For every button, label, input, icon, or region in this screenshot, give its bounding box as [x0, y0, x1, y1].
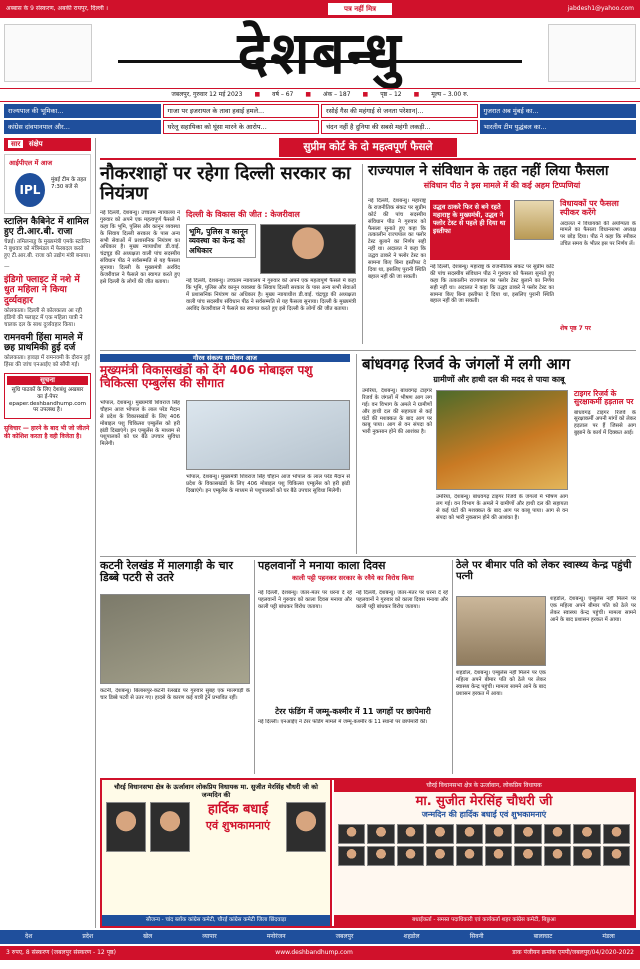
- notice-title: सूचना: [7, 376, 88, 385]
- story-guards-strike: [574, 390, 636, 538]
- teaser-group: [321, 104, 478, 134]
- footer-nav-item[interactable]: देश: [25, 933, 33, 941]
- advertisement-area: [100, 778, 636, 928]
- ad-photo: [514, 846, 541, 866]
- headline[interactable]: विधायकों पर फैसला स्पीकर करेंगे: [560, 199, 619, 217]
- story-body: नई दिल्ली, देशबन्धु। उच्चतम न्यायालय ने गुरुवार को अपने एक महत्वपूर्ण फैसले में कहा कि भूमि, पुलिस और कानून व्यवस्था के सिवाय दिल्ली सरकार के पास अन्य सभी सेवाओं में प्रशासनिक नियंत्रण का अधिकार है। मुख्य न्यायाधीश डी.वाई. चंद्रचूड़ की अध्यक्षता वाली पांच सदस्यीय संविधान पीठ ने सर्वसम्मति से यह फैसला सुनाया। दिल्ली के मुख्यमंत्री अरविंद केजरीवाल ने फैसले का स्वागत करते हुए इसे दिल्ली के लोगों की जीत बताया।: [100, 210, 180, 285]
- story-train: [100, 560, 250, 584]
- dateline: जबलपुर, गुरुवार 12 मई 2023 ■ वर्ष – 67 ■ अंक – 187 ■ पृष्ठ – 12 ■ मूल्य – 3.00 रु.: [0, 88, 640, 102]
- footer-nav-item[interactable]: मंडला: [602, 933, 615, 941]
- divider: [100, 556, 636, 557]
- footer-nav-item[interactable]: मनोरंजन: [266, 933, 286, 941]
- forest-fire-photo: [436, 390, 568, 490]
- ad-photo: [106, 802, 146, 852]
- story-body: अदालत ने विधायकों की अयोग्यता के मामले का फैसला विधानसभा अध्यक्ष पर छोड़ दिया। पीठ ने कहा कि स्पीकर उचित समय के भीतर इस पर निर्णय लें।: [560, 220, 636, 248]
- ad-photo: [456, 846, 483, 866]
- story-body: बांधवगढ़ टाइगर रिजर्व के सुरक्षाकर्मी अपनी मांगों को लेकर हड़ताल पर हैं जिससे आग बुझाने के कार्य में दिक्कत आई।: [574, 409, 636, 437]
- ad-photo: [426, 824, 453, 844]
- footer-nav-item[interactable]: जबलपुर: [335, 933, 354, 941]
- ad-greeting: जन्मदिन की हार्दिक बधाई एवं शुभकामनाएं: [421, 809, 547, 819]
- divider: [254, 560, 255, 774]
- contact-email[interactable]: jabdesh1@yahoo.com: [567, 5, 634, 13]
- ad-photo: [286, 802, 326, 852]
- date: जबलपुर, गुरुवार 12 मई 2023: [171, 91, 243, 99]
- court-emblem-photo: [514, 200, 554, 240]
- footer-registration: डाक पंजीयन क्रमांक एमपी/जबलपुर/04/2020-2022: [512, 949, 634, 957]
- story-body: भोपाल, देशबन्धु। मुख्यमंत्री शिवराज सिंह चौहान आज भोपाल के लाल परेड मैदान से प्रदेश के विकासखंडों के लिए 406 मोबाइल पशु चिकित्सा एम्बुलेंस को हरी झंडी दिखाएंगे। इन एम्बुलेंस के माध्यम से पशुपालकों को घर बैठे उपचार सुविधा मिलेगी।: [100, 400, 180, 448]
- ad-photo: [456, 824, 483, 844]
- story-body: नई दिल्ली, देशबन्धु। जंतर-मंतर पर धरना दे रहे पहलवानों ने गुरुवार को काला दिवस मनाया और काली पट्टी बांधकर विरोध जताया।: [258, 590, 352, 610]
- teaser-item[interactable]: घरेलू सहायिका को घूंसा मारने के आरोप...: [163, 120, 320, 134]
- callout-box: भूमि, पुलिस व कानून व्यवस्था का केन्द्र को अधिकार: [186, 224, 256, 258]
- ad-photo: [485, 824, 512, 844]
- ad-greeting: एवं शुभकामनाएं: [205, 818, 271, 832]
- issue: अंक – 187: [323, 91, 351, 99]
- footer-nav-item[interactable]: बालाघाट: [533, 933, 553, 941]
- ad-right[interactable]: [334, 780, 634, 926]
- story-body: शहडोल, देशबन्धु। एम्बुलेंस नहीं मिलने पर एक महिला अपने बीमार पति को ठेले पर लेकर स्वास्थ्य केन्द्र पहुंची। मामला सामने आने के बाद प्रशासन हरकत में आया।: [550, 596, 636, 623]
- ipl-logo-icon: IPL: [15, 173, 45, 207]
- headline[interactable]: पहलवानों ने मनाया काला दिवस: [258, 559, 386, 572]
- ad-photo: [544, 846, 571, 866]
- teaser-group: [480, 104, 637, 134]
- ad-photo: [338, 846, 365, 866]
- brief-body: कोलकाता। दिल्ली से कोलकाता आ रही इंडिगो की फ्लाइट में एक महिला यात्री ने चालक दल के साथ दुर्व्यवहार किया।: [4, 307, 83, 328]
- story-body: कटनी, देशबन्धु। बिलासपुर-कटनी रेलखंड पर गुरुवार सुबह एक मालगाड़ी के चार डिब्बे पटरी से उतर गए। हादसे के कारण कई यात्री ट्रेनें प्रभावित रहीं।: [100, 688, 250, 701]
- teaser-item[interactable]: कांग्रेस दांवपानपाल और...: [4, 120, 161, 134]
- teaser-group: [4, 104, 161, 134]
- brief-body-extra: —: [4, 264, 10, 271]
- ad-photo: [426, 846, 453, 866]
- masthead-ear-right: [548, 24, 636, 82]
- story-body: नई दिल्ली। एनआईए ने टेरर फंडिंग मामले में जम्मू-कश्मीर के 11 स्थानों पर छापेमारी की।: [258, 718, 428, 725]
- story-body-continued: शहडोल, देशबन्धु। एम्बुलेंस नहीं मिलने पर एक महिला अपने बीमार पति को ठेले पर लेकर स्वास्थ्य केन्द्र पहुंची। मामला सामने आने के बाद प्रशासन हरकत में आया।: [456, 670, 546, 697]
- headline[interactable]: टेरर फंडिंग में जम्मू-कश्मीर में 11 जगहों पर छापेमारी: [275, 707, 431, 716]
- top-bar: [0, 0, 640, 18]
- ipl-title: आईपीएल में आज: [9, 158, 53, 167]
- ad-footer: बधाईकर्ता - समस्त पदाधिकारी एवं कार्यकर्ता शहर कांग्रेस कमेटी, बिछुआ: [334, 915, 634, 926]
- story-body-continued: नई दिल्ली, देशबन्धु। महाराष्ट्र के राजनीतिक संकट पर सुप्रीम कोर्ट की पांच सदस्यीय संविधान पीठ ने गुरुवार को फैसला सुनाते हुए कहा कि तत्कालीन राज्यपाल का फ्लोर टेस्ट बुलाने का निर्णय सही नहीं था। अदालत ने कहा कि उद्धव ठाकरे ने फ्लोर टेस्ट का सामना किए बिना इस्तीफा दे दिया था, इसलिए पुरानी स्थिति बहाल नहीं की जा सकती।: [430, 264, 554, 305]
- teaser-item[interactable]: गाजा पर इजरायल के तावा हवाई हमले...: [163, 104, 320, 118]
- ad-photo: [573, 824, 600, 844]
- footer-nav-item[interactable]: व्यापार: [202, 933, 217, 941]
- ad-heading: चौरई विधानसभा क्षेत्र के ऊर्जावान, लोकप्रिय विधायक: [334, 780, 634, 792]
- story-body-continued: भोपाल, देशबन्धु। मुख्यमंत्री शिवराज सिंह चौहान आज भोपाल के लाल परेड मैदान से प्रदेश के विकासखंडों के लिए 406 मोबाइल पशु चिकित्सा एम्बुलेंस को हरी झंडी दिखाएंगे। इन एम्बुलेंस के माध्यम से पशुपालकों को घर बैठे उपचार सुविधा मिलेगी।: [186, 474, 350, 494]
- brief-header: सार संक्षेप: [4, 138, 91, 151]
- brief-body: कोलकाता। हावड़ा में रामनवमी के दौरान हुई हिंसा की जांच एनआईए को सौंपी गई।: [4, 355, 90, 369]
- ad-left[interactable]: [102, 780, 332, 926]
- masthead-ear-left: [4, 24, 92, 82]
- headline[interactable]: टाइगर रिजर्व के सुरक्षाकर्मी हड़ताल पर: [574, 389, 634, 407]
- ad-photo: [603, 846, 630, 866]
- ad-name: मा. सुजीत मेरसिंह चौधरी जी: [415, 793, 553, 809]
- brief-headline[interactable]: स्टालिन कैबिनेट में शामिल हुए टी.आर.बी. राजा: [4, 216, 89, 238]
- brief-body: चेन्नई। तमिलनाडु के मुख्यमंत्री एमके स्टालिन ने बुधवार को मंत्रिमंडल में फेरबदल करते हुए टी.आर.बी. राजा को उद्योग मंत्री बनाया।: [4, 239, 91, 260]
- ad-photo: [603, 824, 630, 844]
- ad-photo: [397, 824, 424, 844]
- story-governor: [368, 164, 636, 191]
- ad-photo: [544, 824, 571, 844]
- teaser-item[interactable]: चंदन नहीं है दुनिया की सबसे महंगी लकड़ी...: [321, 120, 478, 134]
- train-photo: [100, 594, 250, 684]
- divider: [356, 354, 357, 554]
- story-cart: [456, 560, 636, 582]
- footer-edition: 3 रुपए, 8 संस्करण (जबलपुर संस्करण - 12 पृष्ठ): [6, 949, 116, 957]
- ad-photo: [367, 846, 394, 866]
- story-subhead: संविधान पीठ ने इस मामले में की कई अहम टिप्पणियां: [423, 181, 581, 191]
- divider: [362, 164, 363, 344]
- story-terror-funding: [258, 708, 448, 763]
- divider: [100, 350, 636, 351]
- headline[interactable]: ठेले पर बीमार पति को लेकर स्वास्थ्य केन्द्र पहुंची पत्नी: [456, 560, 632, 582]
- ad-photo: [514, 824, 541, 844]
- ad-photo: [485, 846, 512, 866]
- teaser-item[interactable]: रसोई गैस की महंगाई से जनता परेशान|...: [321, 104, 478, 118]
- story-body-continued: नई दिल्ली, देशबन्धु। जंतर-मंतर पर धरना दे रहे पहलवानों ने गुरुवार को काला दिवस मनाया और काली पट्टी बांधकर विरोध जताया।: [356, 590, 448, 610]
- newspaper-title: देशबन्धु: [237, 19, 403, 87]
- story-subhead: दिल्ली के विकास की जीत : केजरीवाल: [186, 210, 300, 219]
- ad-photo: [150, 802, 190, 852]
- headline[interactable]: कटनी रेलखंड में मालगाड़ी के चार डिब्बे पटरी से उतरे: [100, 559, 233, 585]
- story-speaker: [560, 200, 636, 332]
- ad-greeting: हार्दिक बधाई: [207, 802, 269, 818]
- footer-nav-item[interactable]: सिवनी: [469, 933, 484, 941]
- ad-heading: चौरई विधानसभा क्षेत्र के ऊर्जावान लोकप्रिय विधायक मा. सुजीत मेरसिंह चौधरी जी को जन्मदिन की: [114, 783, 318, 800]
- notice-body: सुधि पाठकों के लिए देशबंधु अखबार का ई-पेपर epaper.deshbandhump.com पर उपलब्ध है।: [9, 386, 87, 414]
- headline[interactable]: बांधवगढ़ रिजर्व के जंगलों में लगी आग: [362, 355, 571, 373]
- masthead: [0, 18, 640, 88]
- uddhav-callout: उद्धव ठाकरे फिर से बने रहते महाराष्ट्र के मुख्यमंत्री, उद्धव ने फ्लोर टेस्ट से पहले ही दिया था इस्तीफा: [430, 200, 510, 260]
- headline[interactable]: नौकरशाहों पर रहेगा दिल्ली सरकार का नियंत्रण: [100, 163, 351, 204]
- teaser-group: [163, 104, 320, 134]
- footer-nav-item[interactable]: खेल: [143, 933, 153, 941]
- teaser-item[interactable]: गुजरात अब मुंबई का...: [480, 104, 637, 118]
- kejriwal-photo: [260, 224, 356, 274]
- ad-photo: [367, 824, 394, 844]
- brief-headline[interactable]: इंडिगो फ्लाइट में नशे में धुत महिला ने किया दुर्व्यवहार: [4, 274, 80, 306]
- story-subhead: ग्रामीणों और हाथी दल की मदद से पाया काबू: [433, 374, 565, 384]
- ipl-box: [4, 154, 91, 214]
- brief-headline[interactable]: रामनवमी हिंसा मामले में छह प्राथमिकी हुई दर्ज: [4, 332, 83, 353]
- headline[interactable]: राज्यपाल ने संविधान के तहत नहीं लिया फैसला: [368, 163, 609, 179]
- ipl-note: मुंबई टीम के तहत 7:30 बजे से: [51, 176, 87, 190]
- kicker: गौरव संकल्प सम्मेलन आज: [100, 354, 350, 362]
- teaser-strip: [0, 104, 640, 134]
- teaser-item[interactable]: राज्यपाल की भूमिका...: [4, 104, 161, 118]
- story-body-continued: उमरिया, देशबन्धु। बांधवगढ़ टाइगर रिजर्व के जंगलों में भीषण आग लग गई। वन विभाग के अमले ने ग्रामीणों और हाथी दल की सहायता से कई घंटों की मशक्कत के बाद आग पर काबू पाया। आग से वन संपदा को भारी नुकसान होने की आशंका है।: [436, 494, 568, 521]
- footer-nav: [0, 930, 640, 944]
- footer-web[interactable]: www.deshbandhump.com: [275, 949, 353, 957]
- divider: [452, 560, 453, 774]
- story-sub: [186, 210, 356, 220]
- year: वर्ष – 67: [272, 91, 294, 99]
- ad-footer: सौजन्य - चांद ब्लॉक कांग्रेस कमेटी, चौरई कांग्रेस कमेटी जिला छिंदवाड़ा: [102, 915, 330, 926]
- ambulance-photo: [186, 400, 350, 470]
- footer: [0, 930, 640, 969]
- notice-box: [4, 373, 91, 419]
- ad-photo: [397, 846, 424, 866]
- story-body: नई दिल्ली, देशबन्धु। महाराष्ट्र के राजनीतिक संकट पर सुप्रीम कोर्ट की पांच सदस्यीय संविधान पीठ ने गुरुवार को फैसला सुनाते हुए कहा कि तत्कालीन राज्यपाल का फ्लोर टेस्ट बुलाने का निर्णय सही नहीं था। अदालत ने कहा कि उद्धव ठाकरे ने फ्लोर टेस्ट का सामना किए बिना इस्तीफा दे दिया था, इसलिए पुरानी स्थिति बहाल नहीं की जा सकती।: [368, 198, 426, 280]
- main-area: [100, 138, 636, 928]
- footer-nav-item[interactable]: शहडोल: [403, 933, 420, 941]
- story-subhead: काली पट्टी पहनकर सरकार के रवैये का विरोध किया: [292, 574, 414, 583]
- pages: पृष्ठ – 12: [380, 91, 402, 99]
- story-delhi: [100, 164, 360, 204]
- footer-imprint: [0, 946, 640, 960]
- story-body: उमरिया, देशबन्धु। बांधवगढ़ टाइगर रिजर्व के जंगलों में भीषण आग लग गई। वन विभाग के अमले ने ग्रामीणों और हाथी दल की सहायता से कई घंटों की मशक्कत के बाद आग पर काबू पाया। आग से वन संपदा को भारी नुकसान होने की आशंका है।: [362, 388, 432, 436]
- thought-of-day: सुविचार — हारने के बाद भी जो जीतने की कोशिश करता है वही विजेता है।: [4, 425, 90, 440]
- story-body-continued: नई दिल्ली, देशबन्धु। उच्चतम न्यायालय ने गुरुवार को अपने एक महत्वपूर्ण फैसले में कहा कि भूमि, पुलिस और कानून व्यवस्था के सिवाय दिल्ली सरकार के पास अन्य सभी सेवाओं में प्रशासनिक नियंत्रण का अधिकार है। मुख्य न्यायाधीश डी.वाई. चंद्रचूड़ की अध्यक्षता वाली पांच सदस्यीय संविधान पीठ ने सर्वसम्मति से यह फैसला सुनाया। दिल्ली के मुख्यमंत्री अरविंद केजरीवाल ने फैसले का स्वागत करते हुए इसे दिल्ली के लोगों की जीत बताया।: [186, 278, 356, 312]
- story-fire: [362, 356, 636, 385]
- cart-photo: [456, 596, 546, 666]
- headline[interactable]: मुख्यमंत्री विकासखंडों को देंगे 406 मोबाइल पशु चिकित्सा एम्बुलेंस की सौगात: [100, 363, 313, 391]
- continued-link[interactable]: शेष पृष्ठ 7 पर: [560, 324, 591, 332]
- story-wrestlers: [258, 560, 448, 582]
- teaser-item[interactable]: भारतीय टीम युद्धंबल का...: [480, 120, 637, 134]
- tagline: पत्र नहीं मित्र: [328, 3, 392, 15]
- story-ambulance: [100, 354, 350, 391]
- supreme-court-banner: सुप्रीम कोर्ट के दो महत्वपूर्ण फैसले: [100, 138, 636, 160]
- topbar-editions: अब्बास के 9 संस्करण, अबकी रायपुर, दिल्ली ।: [6, 5, 108, 13]
- footer-nav-item[interactable]: प्रदेश: [82, 933, 94, 941]
- left-column: [4, 138, 96, 928]
- ad-photo: [573, 846, 600, 866]
- ad-photo: [338, 824, 365, 844]
- price: मूल्य – 3.00 रु.: [431, 91, 469, 99]
